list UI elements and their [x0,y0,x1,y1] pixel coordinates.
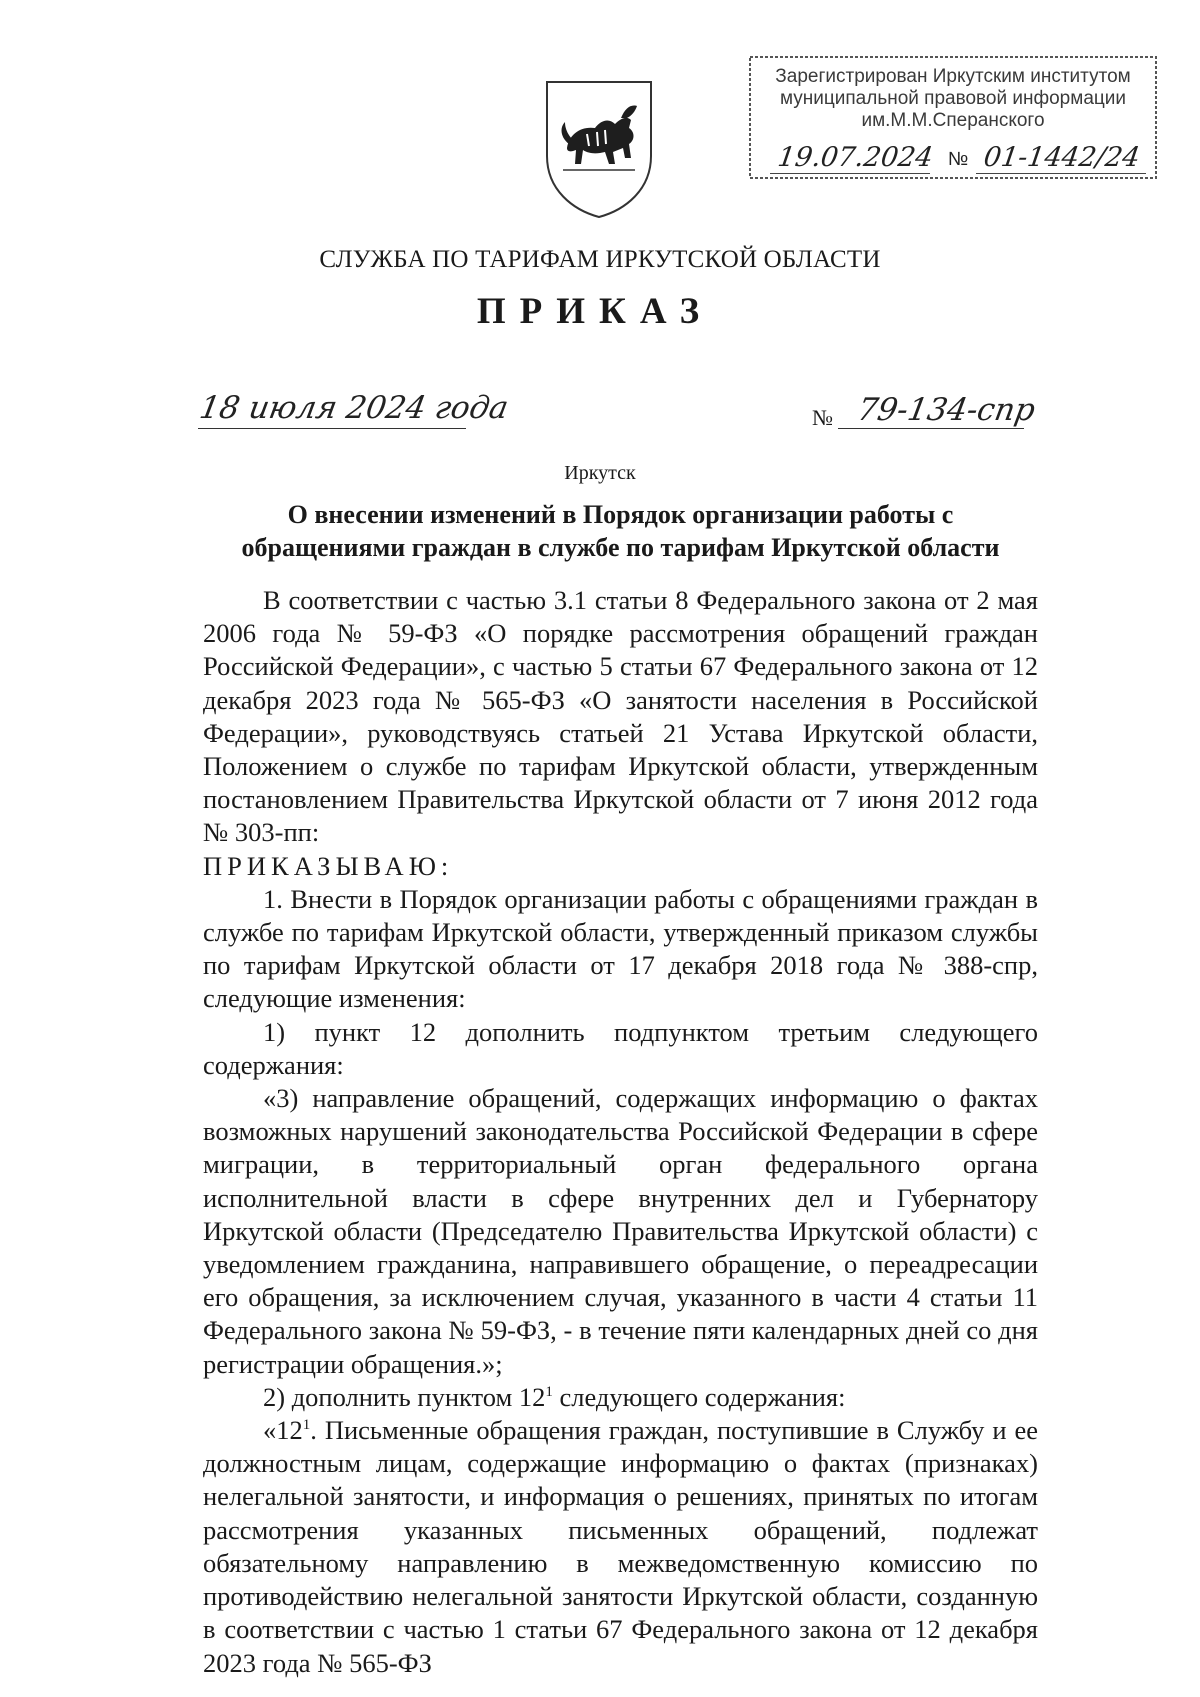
document-type: ПРИКАЗ [476,291,714,332]
document-title: О внесении изменений в Порядок организации работы с обращениями граждан в службе по тарифам Иркутской области [241,500,1000,562]
quote-12-1-start: «12 [263,1415,303,1446]
order-word: ПРИКАЗЫВАЮ: [203,850,454,881]
paragraph-subitem-1: 1) пункт 12 дополнить подпунктом третьим следующего содержания: [203,1016,1038,1080]
number-underline [838,428,1024,429]
subitem-2-text-start: 2) дополнить пунктом 12 [263,1381,546,1412]
stamp-date-underline [770,173,930,174]
document-body [203,584,1038,1680]
stamp-number-underline [976,173,1146,174]
paragraph-quote-3: «3) направление обращений, содержащих информацию о фактах возможных нарушений законодательства Российской Федерации в сфере миграции, в территориальный орган федерального органа исполнительной власти в сфере внутренних дел и Губернатору Иркутской области (Председателю Правительства Иркутской области) с уведомлением гражданина, направившего обращение, о переадресации его обращения, за исключением случая, указанного в части 4 статьи 11 Федерального закона № 59-ФЗ, - в течение пяти календарных дней со дня регистрации обращения.»; [203,1083,1038,1379]
quote-12-1-text: . Письменные обращения граждан, поступившие в Службу и ее должностным лицам, содержащие информацию о фактах (признаках) нелегальной занятости, и информация о решениях, принятых по итогам рассмотрения указанных письменных обращений, подлежат обязательному направлению в межведомственную комиссию по противодействию нелегальной занятости Иркутской области, созданную в соответствии с частью 1 статьи 67 Федерального закона от 12 декабря 2023 года № 565-ФЗ [203,1415,1038,1678]
paragraph-item-1: 1. Внести в Порядок организации работы с обращениями граждан в службе по тарифам Иркутской области, утвержденный приказом службы по тарифам Иркутской области от 17 декабря 2018 года № 388-спр, следующие изменения: [203,883,1038,1014]
city-name: Иркутск [564,462,636,484]
stamp-handwritten-date: 19.07.2024 [775,142,935,173]
stamp-number-label: № [948,149,969,170]
preamble-paragraph: В соответствии с частью 3.1 статьи 8 Федерального закона от 2 мая 2006 года № 59-ФЗ «О порядке рассмотрения обращений граждан Российской Федерации», с частью 5 статьи 67 Федерального закона от 12 декабря 2023 года № 565-ФЗ «О занятости населения в Российской Федерации», руководствуясь статьей 21 Устава Иркутской области, Положением о службе по тарифам Иркутской области, утвержденным постановлением Правительства Иркутской области от 7 июня 2012 года № 303-пп: [203,585,1038,848]
organization-name: СЛУЖБА ПО ТАРИФАМ ИРКУТСКОЙ ОБЛАСТИ [319,246,881,273]
subitem-2-text-end: следующего содержания: [552,1381,846,1412]
irkutsk-coat-of-arms-icon [543,78,655,220]
order-number-label: № [812,405,833,430]
date-underline [198,428,466,429]
quote-12-1-superscript: 1 [302,1417,311,1434]
stamp-line-3: им.М.М.Сперанского [861,110,1045,131]
paragraph-subitem-2 [203,1381,1038,1414]
paragraph-quote-12-1 [203,1414,1038,1680]
stamp-line-1: Зарегистрирован Иркутским институтом [775,66,1131,87]
handwritten-order-number: 79-134-спр [854,392,1038,428]
subitem-2-superscript: 1 [545,1384,553,1401]
stamp-handwritten-number: 01-1442/24 [981,142,1142,173]
registration-stamp [748,55,1158,180]
stamp-line-2: муниципальной правовой информации [780,88,1126,109]
handwritten-order-date: 18 июля 2024 года [196,390,512,426]
